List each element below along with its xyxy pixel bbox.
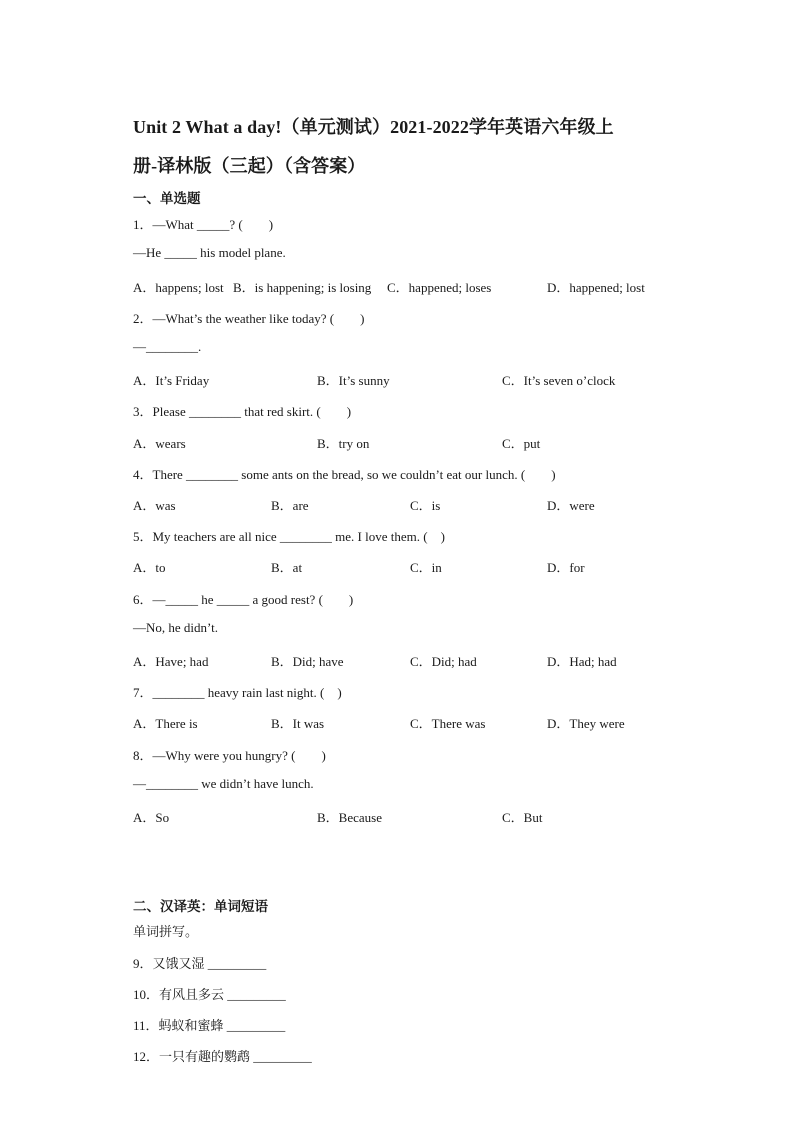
question-6-option-c: C．Did; had [410,654,477,669]
translation-item-12: 12．一只有趣的鹦鹉 _________ [133,1049,312,1064]
question-6-option-b: B．Did; have [271,654,344,669]
question-4-stem: 4．There ________ some ants on the bread, so we couldn’t eat our lunch. ( ) [133,467,556,482]
question-3-option-a: A．wears [133,436,186,451]
question-1-option-b: B．is happening; is losing [233,280,372,295]
question-2-stem: 2．—What’s the weather like today? ( ) [133,311,365,326]
translation-item-10: 10．有风且多云 _________ [133,987,286,1002]
translation-item-11: 11．蚂蚁和蜜蜂 _________ [133,1018,286,1033]
question-6-reply: —No, he didn’t. [133,620,218,635]
question-3-option-b: B．try on [317,436,370,451]
question-8-option-b: B．Because [317,810,382,825]
translation-item-9: 9．又饿又湿 _________ [133,956,267,971]
question-4-option-a: A．was [133,498,176,513]
question-8-reply: —________ we didn’t have lunch. [133,776,314,791]
question-1-option-c: C．happened; loses [387,280,492,295]
question-8-option-a: A．So [133,810,170,825]
question-6-stem: 6．—_____ he _____ a good rest? ( ) [133,592,354,607]
question-3-option-c: C．put [502,436,541,451]
question-2-option-b: B．It’s sunny [317,373,390,388]
question-5-option-d: D．for [547,560,585,575]
question-6-option-a: A．Have; had [133,654,209,669]
section-heading-single-choice: 一、单选题 [133,191,201,206]
question-4-option-c: C．is [410,498,441,513]
question-2-reply: —________. [133,339,202,354]
question-5-option-b: B．at [271,560,303,575]
question-6-option-d: D．Had; had [547,654,617,669]
question-5-stem: 5．My teachers are all nice ________ me. I love them. ( ) [133,529,445,544]
question-7-option-a: A．There is [133,716,198,731]
question-1-option-d: D．happened; lost [547,280,645,295]
question-4-option-d: D．were [547,498,595,513]
question-7-option-d: D．They were [547,716,625,731]
question-2-option-a: A．It’s Friday [133,373,210,388]
question-7-stem: 7．________ heavy rain last night. ( ) [133,685,342,700]
document-title-line-1: Unit 2 What a day!（单元测试）2021-2022学年英语六年级上 [133,117,614,137]
question-1-stem: 1．—What _____? ( ) [133,217,274,232]
question-4-option-b: B．are [271,498,309,513]
question-8-stem: 8．—Why were you hungry? ( ) [133,748,326,763]
question-3-stem: 3．Please ________ that red skirt. ( ) [133,404,352,419]
question-1-option-a: A．happens; lost [133,280,224,295]
document-title-line-2: 册-译林版（三起）（含答案） [133,156,366,176]
section-2-instruction: 单词拼写。 [133,924,199,939]
question-2-option-c: C．It’s seven o’clock [502,373,616,388]
question-8-option-c: C．But [502,810,543,825]
question-7-option-b: B．It was [271,716,325,731]
question-7-option-c: C．There was [410,716,486,731]
section-heading-translation: 二、汉译英：单词短语 [133,899,268,914]
question-5-option-a: A．to [133,560,166,575]
question-1-reply: —He _____ his model plane. [133,245,286,260]
question-5-option-c: C．in [410,560,442,575]
